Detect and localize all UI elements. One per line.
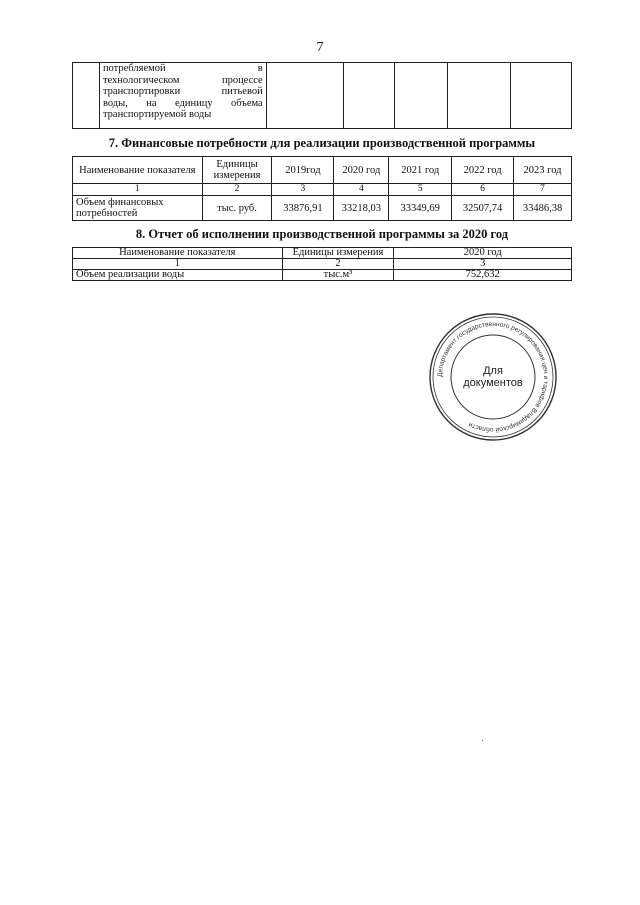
header-indicator: Наименование показателя	[73, 157, 203, 184]
header-year: 2023 год	[514, 157, 572, 184]
description-line: потребляемой в	[102, 63, 263, 74]
column-index: 5	[389, 184, 452, 196]
section-8-title: 8. Отчет об исполнении производственной программы за 2020 год	[135, 227, 509, 241]
row-value: 32507,74	[452, 196, 514, 221]
column-index: 2	[202, 184, 272, 196]
row-unit: тыс.м³	[282, 270, 394, 281]
table-header-row	[73, 157, 572, 184]
column-index: 1	[73, 259, 283, 270]
column-index: 2	[282, 259, 394, 270]
section-7-title: 7. Финансовые потребности для реализации производственной программы	[108, 136, 536, 150]
column-index: 7	[514, 184, 572, 196]
table-6-continuation	[72, 62, 572, 129]
row-indicator: Объем финансовых потребностей	[73, 196, 203, 221]
description-line: транспортировки питьевой	[102, 86, 263, 97]
official-stamp	[428, 312, 558, 442]
stamp-center-text	[428, 312, 558, 442]
table-cell	[395, 63, 448, 129]
row-value: 33218,03	[334, 196, 389, 221]
column-index: 3	[394, 259, 572, 270]
header-year: 2019год	[272, 157, 334, 184]
stamp-line: документов	[463, 377, 523, 389]
description-line: воды, на единицу объема	[102, 97, 263, 109]
header-unit: Единицы измерения	[202, 157, 272, 184]
table-header-row	[73, 248, 572, 259]
table-row	[73, 196, 572, 221]
header-unit: Единицы измерения	[282, 248, 394, 259]
header-indicator: Наименование показателя	[73, 248, 283, 259]
row-value: 33486,38	[514, 196, 572, 221]
table-cell	[343, 63, 395, 129]
row-value: 33349,69	[389, 196, 452, 221]
stamp-ring-text: Департамент государственного регулирования цен и тарифов Владимирской области	[436, 320, 550, 434]
column-index-row	[73, 259, 572, 270]
description-line: транспортируемой воды	[102, 109, 212, 120]
financial-needs-table	[72, 156, 572, 221]
header-year: 2020 год	[394, 248, 572, 259]
header-year: 2022 год	[452, 157, 514, 184]
column-index: 6	[452, 184, 514, 196]
header-year: 2020 год	[334, 157, 389, 184]
page-number: 7	[316, 40, 324, 55]
row-indicator: Объем реализации воды	[73, 270, 283, 281]
header-year: 2021 год	[389, 157, 452, 184]
column-index: 3	[272, 184, 334, 196]
table-row	[73, 270, 572, 281]
table-cell	[448, 63, 511, 129]
row-value: 33876,91	[272, 196, 334, 221]
table-cell	[511, 63, 572, 129]
description-line: технологическом процессе	[102, 74, 263, 86]
table-cell	[73, 63, 100, 129]
indicator-description	[99, 63, 266, 129]
stamp-line: Для	[483, 365, 503, 377]
column-index: 4	[334, 184, 389, 196]
scan-artifact	[482, 740, 483, 741]
table-cell	[266, 63, 343, 129]
row-value: 752,632	[394, 270, 572, 281]
program-report-table	[72, 247, 572, 281]
row-unit: тыс. руб.	[202, 196, 272, 221]
column-index-row	[73, 184, 572, 196]
column-index: 1	[73, 184, 203, 196]
